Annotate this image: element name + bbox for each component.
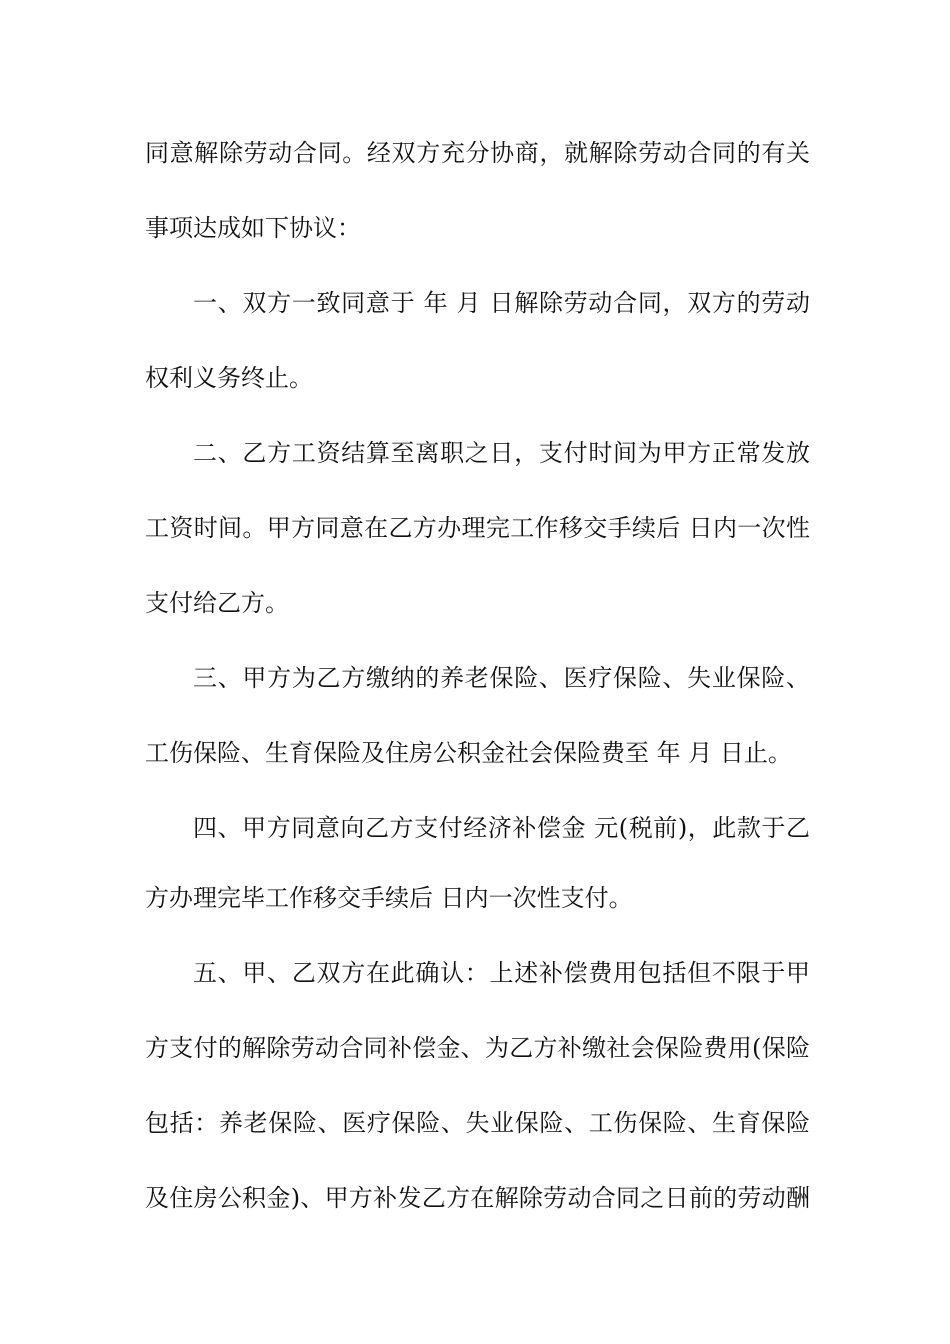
paragraph-line: 同意解除劳动合同。经双方充分协商，就解除劳动合同的有关 — [145, 139, 810, 167]
clause-3-line: 三、甲方为乙方缴纳的养老保险、医疗保险、失业保险、 — [193, 664, 810, 692]
clause-5-line: 五、甲、乙双方在此确认：上述补偿费用包括但不限于甲 — [193, 959, 810, 987]
clause-5-line: 包括：养老保险、医疗保险、失业保险、工伤保险、生育保险 — [145, 1109, 810, 1137]
clause-2-line: 工资时间。甲方同意在乙方办理完工作移交手续后 日内一次性 — [145, 514, 810, 542]
clause-2-line: 支付给乙方。 — [145, 589, 289, 617]
clause-1-line: 一、双方一致同意于 年 月 日解除劳动合同，双方的劳动 — [193, 289, 810, 317]
clause-3-line: 工伤保险、生育保险及住房公积金社会保险费至 年 月 日止。 — [145, 739, 792, 767]
paragraph-line: 事项达成如下协议： — [145, 214, 361, 242]
clause-5-line: 及住房公积金)、甲方补发乙方在解除劳动合同之日前的劳动酬 — [145, 1184, 810, 1212]
clause-4-line: 四、甲方同意向乙方支付经济补偿金 元(税前)，此款于乙 — [193, 814, 810, 842]
clause-1-line: 权利义务终止。 — [145, 364, 313, 392]
clause-2-line: 二、乙方工资结算至离职之日，支付时间为甲方正常发放 — [193, 439, 810, 467]
clause-5-line: 方支付的解除劳动合同补偿金、为乙方补缴社会保险费用(保险 — [145, 1034, 810, 1062]
clause-4-line: 方办理完毕工作移交手续后 日内一次性支付。 — [145, 884, 633, 912]
